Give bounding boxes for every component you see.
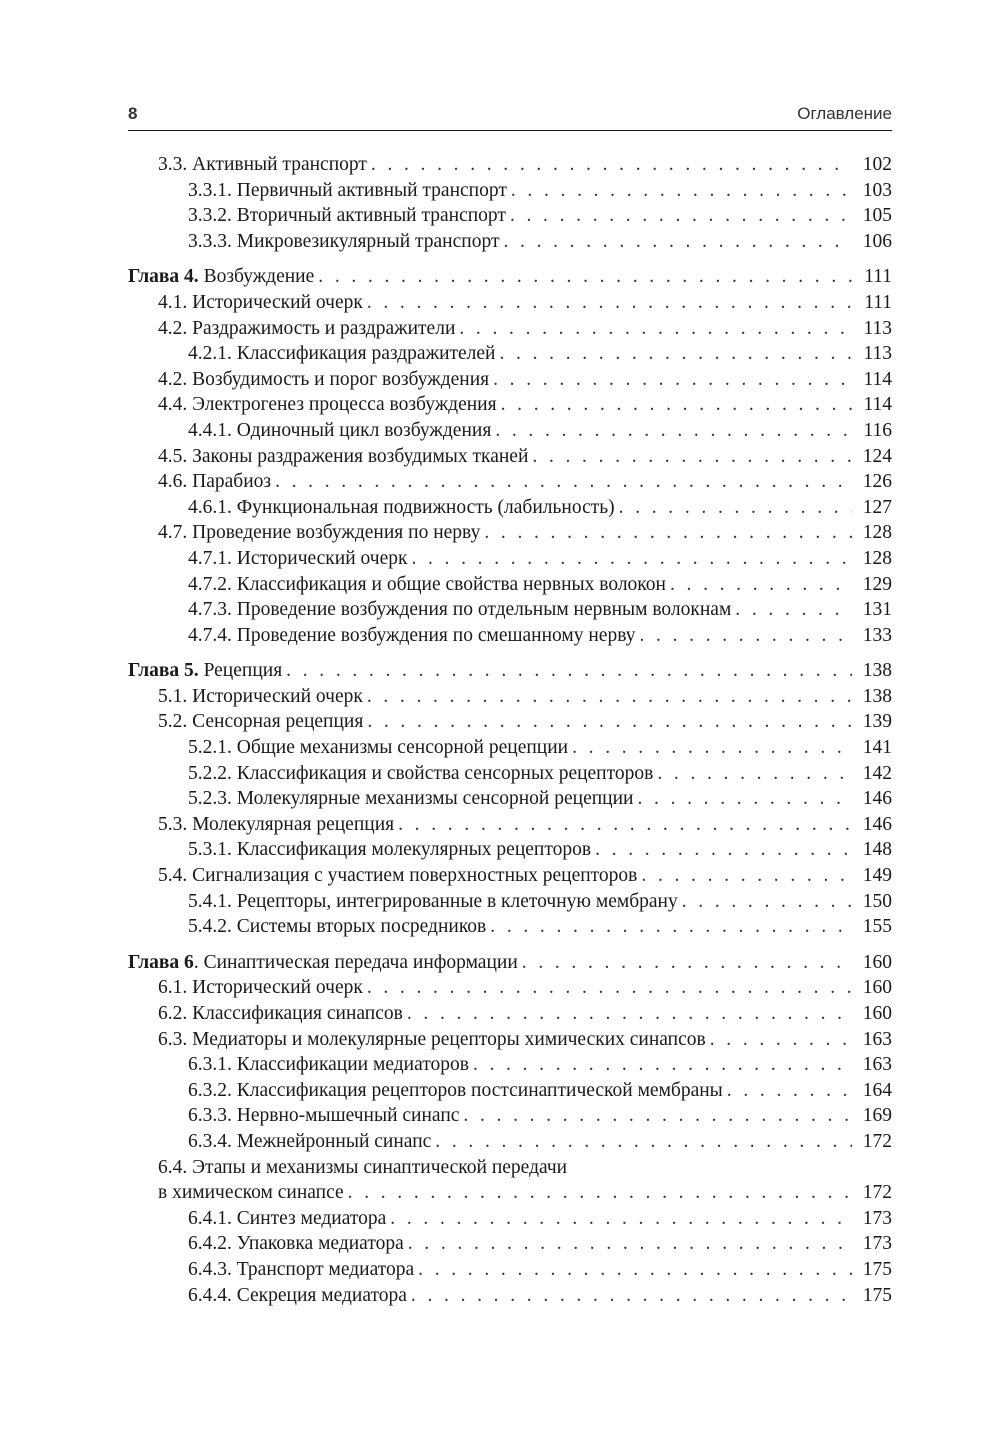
dot-leader	[735, 597, 852, 623]
toc-entry	[128, 1155, 892, 1181]
toc-page-number: 128	[862, 547, 892, 569]
toc-entry-title	[188, 418, 491, 444]
toc-entry	[128, 1231, 892, 1257]
dot-leader	[490, 914, 852, 940]
toc-entry-text: 4.7. Проведение возбуждения по нерву	[158, 522, 481, 544]
toc-entry	[128, 761, 892, 787]
dot-leader	[572, 735, 852, 761]
toc-entry-text: 6.3. Медиаторы и молекулярные рецепторы химических синапсов	[158, 1028, 706, 1050]
toc-entry-title	[188, 1231, 404, 1257]
running-title: Оглавление	[797, 104, 892, 123]
toc-entry-text: 6.3.1. Классификации медиаторов	[188, 1054, 469, 1076]
toc-group-chapter-6	[128, 950, 892, 1308]
toc-chapter-entry	[128, 950, 892, 976]
toc-entry-text: 4.4.1. Одиночный цикл возбуждения	[188, 419, 492, 441]
toc-entry-title	[158, 290, 363, 316]
toc-entry-title	[128, 264, 314, 290]
toc-page-number: 142	[862, 762, 892, 784]
toc-entry-text: Возбуждение	[198, 266, 315, 288]
toc-page-number: 173	[862, 1233, 892, 1255]
toc-page-number: 160	[862, 1003, 892, 1024]
toc-entry-title	[158, 1155, 567, 1181]
toc-page-number: 127	[862, 496, 892, 518]
toc-page-number: 155	[862, 916, 892, 938]
toc-entry-text: Рецепция	[198, 660, 283, 682]
toc-page-number: 146	[862, 813, 892, 835]
toc-entry-text: 3.3.3. Микровезикулярный транспорт	[188, 230, 500, 252]
toc-entry-text: 5.1. Исторический очерк	[158, 685, 363, 707]
toc-entry	[128, 495, 892, 521]
chapter-label: Глава 4.	[128, 266, 199, 288]
toc-entry-title	[128, 950, 518, 976]
toc-entry	[128, 975, 892, 1001]
toc-entry-title	[158, 520, 480, 546]
toc-entry-text: 4.4. Электрогенез процесса возбуждения	[158, 394, 497, 416]
toc-page-number: 139	[862, 711, 892, 733]
toc-entry	[128, 1001, 892, 1027]
toc-entry-text: 6.4.1. Синтез медиатора	[188, 1207, 387, 1229]
toc-page-number: 128	[862, 522, 892, 544]
dot-leader	[670, 572, 852, 598]
toc-entry	[128, 1283, 892, 1309]
dot-leader	[408, 1231, 852, 1257]
toc-entry-title	[158, 709, 363, 735]
toc-entry-text: 6.4.2. Упаковка медиатора	[188, 1233, 404, 1255]
toc-entry	[128, 341, 892, 367]
toc-page-number: 113	[863, 317, 892, 339]
dot-leader	[727, 1078, 852, 1104]
toc-page-number: 173	[862, 1207, 892, 1229]
toc-entry-title	[188, 1206, 386, 1232]
toc-entry-title	[158, 1180, 344, 1206]
toc-entry	[128, 812, 892, 838]
toc-entry-title	[188, 229, 499, 255]
toc-page-number: 164	[862, 1079, 892, 1101]
dot-leader	[522, 950, 852, 976]
dot-leader	[371, 152, 852, 178]
toc-entry-title	[158, 316, 455, 342]
toc-entry-text: 4.7.4. Проведение возбуждения по смешанному нерву	[188, 624, 636, 646]
toc-entry-text: 6.3.4. Межнейронный синапс	[188, 1130, 432, 1152]
toc-entry-text: 5.4.1. Рецепторы, интегрированные в клеточную мембрану	[188, 890, 678, 912]
dot-leader	[407, 1001, 852, 1027]
toc-entry-text: 5.2. Сенсорная рецепция	[158, 711, 364, 733]
toc-page-number: 116	[863, 419, 892, 441]
dot-leader	[367, 709, 852, 735]
toc-entry-text: 4.1. Исторический очерк	[158, 291, 363, 313]
toc-entry-title	[188, 203, 506, 229]
toc-entry-title	[158, 392, 497, 418]
toc-entry	[128, 863, 892, 889]
toc-entry-text: 3.3.1. Первичный активный транспорт	[188, 179, 507, 201]
toc-entry-title	[128, 658, 282, 684]
toc-entry	[128, 709, 892, 735]
toc-page-number: 102	[862, 154, 892, 175]
toc-entry-title	[188, 837, 591, 863]
toc-page-number: 103	[862, 179, 892, 201]
toc-entry-title	[188, 735, 568, 761]
dot-leader	[348, 1180, 852, 1206]
toc-entry-title	[188, 1129, 431, 1155]
toc-entry	[128, 1129, 892, 1155]
toc-entry	[128, 786, 892, 812]
toc-entry	[128, 229, 892, 255]
toc-entry-text: 4.2.1. Классификация раздражителей	[188, 343, 496, 365]
toc-entry-title	[188, 495, 615, 521]
toc-entry-title	[188, 572, 666, 598]
dot-leader	[275, 469, 852, 495]
toc-page-number: 124	[862, 445, 892, 467]
toc-page-number: 163	[862, 1054, 892, 1076]
toc-entry-text: 6.4.3. Транспорт медиатора	[188, 1258, 415, 1280]
dot-leader	[367, 684, 852, 710]
toc-entry-title	[188, 761, 653, 787]
toc-page-number: 148	[862, 839, 892, 861]
toc-entry-text: 4.2. Возбудимость и порог возбуждения	[158, 368, 490, 390]
toc-group-chapter-5	[128, 658, 892, 940]
toc-page-number: 138	[862, 685, 892, 707]
toc-page-number: 133	[862, 624, 892, 646]
toc-entry	[128, 889, 892, 915]
toc-entry	[128, 837, 892, 863]
dot-leader	[503, 229, 852, 255]
toc-page-number: 131	[862, 599, 892, 621]
toc-page-number: 163	[862, 1028, 892, 1050]
toc-entry-title	[188, 786, 633, 812]
dot-leader	[710, 1027, 852, 1053]
toc-entry-text: 6.2. Классификация синапсов	[158, 1003, 403, 1024]
dot-leader	[318, 264, 852, 290]
toc-page-number: 160	[862, 951, 892, 973]
toc-entry-text: 5.2.2. Классификация и свойства сенсорных рецепторов	[188, 762, 654, 784]
chapter-label: Глава 6	[128, 951, 194, 973]
toc-entry-title	[158, 1027, 706, 1053]
toc-entry-title	[188, 546, 407, 572]
dot-leader	[473, 1052, 852, 1078]
toc-page-number: 114	[863, 368, 892, 390]
toc-entry-title	[188, 1283, 407, 1309]
toc-entry-text: 5.4. Сигнализация с участием поверхностных рецепторов	[158, 865, 638, 887]
toc-page-number: 129	[862, 573, 892, 595]
toc-page-number: 111	[864, 291, 892, 313]
toc-entry-text: 4.7.1. Исторический очерк	[188, 547, 408, 569]
toc-entry-text: 6.3.3. Нервно-мышечный синапс	[188, 1105, 460, 1127]
toc-entry	[128, 572, 892, 598]
toc-entry-title	[188, 1257, 414, 1283]
toc-entry-title	[188, 1052, 469, 1078]
toc-page-number: 146	[862, 788, 892, 810]
dot-leader	[501, 392, 852, 418]
toc-page-number: 172	[862, 1130, 892, 1152]
toc-entry-title	[158, 469, 271, 495]
toc-entry	[128, 418, 892, 444]
toc-page-number: 105	[862, 205, 892, 227]
toc-page-number: 138	[862, 660, 892, 682]
toc-entry-title	[158, 444, 528, 470]
dot-leader	[682, 889, 852, 915]
toc-entry	[128, 1103, 892, 1129]
toc-entry	[128, 623, 892, 649]
toc-entry	[128, 684, 892, 710]
toc-page-number: 114	[863, 394, 892, 416]
dot-leader	[495, 418, 852, 444]
dot-leader	[619, 495, 852, 521]
toc-page-number: 106	[862, 230, 892, 252]
toc-entry	[128, 367, 892, 393]
toc-entry-title	[188, 623, 636, 649]
dot-leader	[411, 1283, 852, 1309]
dot-leader	[657, 761, 852, 787]
toc-group-section-3	[128, 152, 892, 254]
dot-leader	[532, 444, 852, 470]
toc-entry-text: 5.2.1. Общие механизмы сенсорной рецепции	[188, 737, 569, 759]
dot-leader	[398, 812, 852, 838]
toc-entry	[128, 316, 892, 342]
toc-entry	[128, 520, 892, 546]
page-number: 8	[128, 104, 138, 123]
toc-page-number: 175	[862, 1258, 892, 1280]
dot-leader	[500, 341, 853, 367]
toc-entry	[128, 1078, 892, 1104]
toc-entry-text: 5.2.3. Молекулярные механизмы сенсорной рецепции	[188, 788, 634, 810]
toc-entry	[128, 152, 892, 178]
toc-entry-text: . Синаптическая передача информации	[193, 951, 518, 973]
toc-entry-text: 4.5. Законы раздражения возбудимых тканей	[158, 445, 529, 467]
dot-leader	[484, 520, 852, 546]
toc-entry-text: 4.2. Раздражимость и раздражители	[158, 317, 456, 339]
toc-entry-title	[188, 1078, 723, 1104]
toc-page-number: 111	[864, 266, 892, 288]
toc-page-number: 113	[863, 343, 892, 365]
toc-entry-title	[158, 152, 367, 178]
toc-page-number: 150	[862, 890, 892, 912]
toc-page-number: 160	[862, 977, 892, 999]
toc-entry	[128, 914, 892, 940]
dot-leader	[390, 1206, 852, 1232]
toc-page-number: 175	[862, 1284, 892, 1306]
toc-page-number: 126	[862, 471, 892, 493]
toc-chapter-entry	[128, 264, 892, 290]
toc-entry-title	[188, 178, 507, 204]
toc-page-number: 141	[862, 737, 892, 759]
toc-group-chapter-4	[128, 264, 892, 648]
table-of-contents	[128, 152, 892, 1318]
dot-leader	[418, 1257, 852, 1283]
toc-page-number: 169	[862, 1105, 892, 1127]
dot-leader	[511, 178, 852, 204]
toc-entry	[128, 1206, 892, 1232]
toc-entry-text: 6.4. Этапы и механизмы синаптической передачи	[158, 1156, 568, 1178]
toc-entry-title	[158, 863, 637, 889]
toc-entry-text: 5.3. Молекулярная рецепция	[158, 813, 395, 835]
toc-entry	[128, 444, 892, 470]
dot-leader	[463, 1103, 852, 1129]
toc-entry	[128, 1052, 892, 1078]
toc-entry-title	[188, 914, 486, 940]
toc-entry	[128, 1027, 892, 1053]
toc-entry-title	[158, 367, 489, 393]
toc-entry	[128, 1180, 892, 1206]
toc-entry	[128, 290, 892, 316]
toc-entry-text: 4.6.1. Функциональная подвижность (лабильность)	[188, 496, 615, 518]
toc-entry-text: 4.7.3. Проведение возбуждения по отдельным нервным волокнам	[188, 599, 732, 621]
toc-entry-title	[188, 597, 731, 623]
toc-entry	[128, 1257, 892, 1283]
dot-leader	[637, 786, 852, 812]
toc-entry-text: 4.6. Парабиоз	[158, 471, 272, 493]
toc-entry-title	[158, 975, 363, 1001]
toc-page-number: 149	[862, 865, 892, 887]
toc-entry-text: 5.4.2. Системы вторых посредников	[188, 916, 487, 938]
toc-entry-title	[158, 684, 363, 710]
dot-leader	[435, 1129, 852, 1155]
toc-entry	[128, 178, 892, 204]
dot-leader	[367, 975, 852, 1001]
toc-entry-title	[188, 889, 678, 915]
toc-entry-text: в химическом синапсе	[158, 1182, 344, 1204]
toc-entry-title	[188, 1103, 459, 1129]
toc-entry-text: 6.1. Исторический очерк	[158, 977, 363, 999]
toc-entry	[128, 469, 892, 495]
dot-leader	[510, 203, 852, 229]
dot-leader	[411, 546, 852, 572]
page-header	[128, 104, 892, 131]
toc-chapter-entry	[128, 658, 892, 684]
toc-entry-text: 6.3.2. Классификация рецепторов постсинаптической мембраны	[188, 1079, 723, 1101]
toc-entry-title	[158, 1001, 403, 1027]
toc-entry	[128, 735, 892, 761]
toc-entry-text: 4.7.2. Классификация и общие свойства нервных волокон	[188, 573, 666, 595]
toc-entry	[128, 392, 892, 418]
dot-leader	[459, 316, 852, 342]
toc-entry-text: 5.3.1. Классификация молекулярных рецепторов	[188, 839, 592, 861]
toc-entry-title	[158, 812, 394, 838]
toc-entry-text: 3.3.2. Вторичный активный транспорт	[188, 205, 506, 227]
dot-leader	[286, 658, 852, 684]
chapter-label: Глава 5.	[128, 660, 199, 682]
toc-entry-text: 3.3. Активный транспорт	[158, 154, 367, 175]
dot-leader	[493, 367, 852, 393]
toc-entry-text: 6.4.4. Секреция медиатора	[188, 1284, 407, 1306]
dot-leader	[367, 290, 852, 316]
toc-entry	[128, 203, 892, 229]
dot-leader	[595, 837, 852, 863]
toc-entry	[128, 597, 892, 623]
dot-leader	[641, 863, 852, 889]
toc-entry-title	[188, 341, 496, 367]
toc-entry	[128, 546, 892, 572]
dot-leader	[640, 623, 853, 649]
toc-page-number: 172	[862, 1182, 892, 1204]
